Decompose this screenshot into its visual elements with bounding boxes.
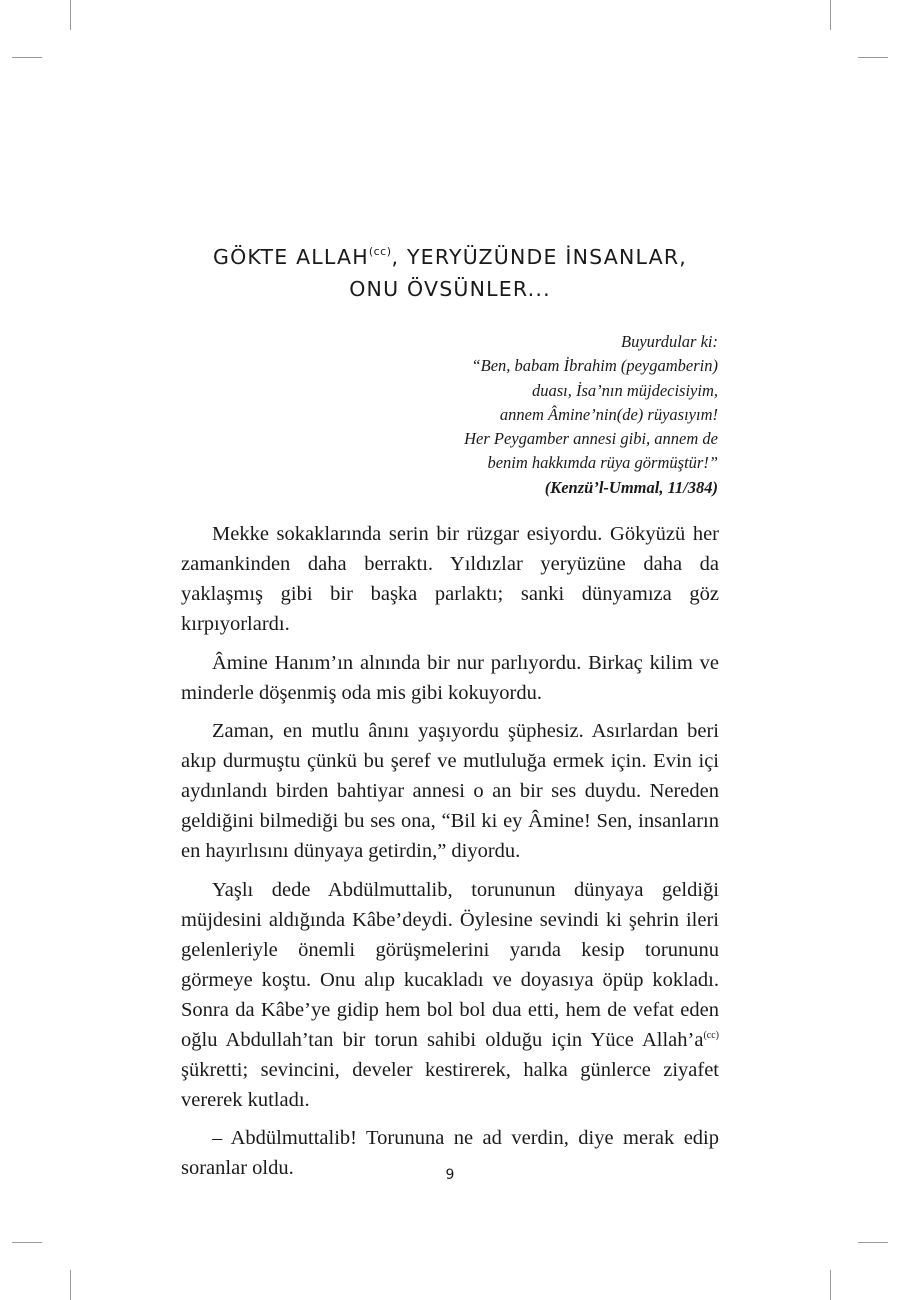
crop-mark-top-left — [70, 0, 71, 30]
chapter-title-line-2: ONU ÖVSÜNLER... — [349, 277, 551, 301]
title-text-a: GÖKTE ALLAH — [213, 245, 369, 269]
paragraph-1: Mekke sokaklarında serin bir rüzgar esiyordu. Gökyüzü her zamankinden daha berraktı. Yıldızlar yeryüzüne daha da yaklaşmış gibi bir başka parlaktı; sanki dünyamıza göz kırpıyorlardı. — [181, 523, 719, 635]
paragraph-4-text-b: şükretti; sevincini, develer kestirerek, halka günlerce ziyafet vererek kutladı. — [181, 1058, 719, 1111]
crop-mark-bottom-left — [70, 1270, 71, 1300]
paragraph-4 — [181, 875, 719, 1115]
epigraph-line: duası, İsa’nın müjdecisiyim, — [531, 380, 718, 400]
title-superscript: (cc) — [368, 245, 392, 258]
crop-mark-right-top — [858, 57, 888, 58]
epigraph-source: (Kenzü’l-Ummal, 11/384) — [544, 477, 718, 497]
epigraph-line: Her Peygamber annesi gibi, annem de — [464, 429, 718, 449]
paragraph-4-text-a: Yaşlı dede Abdülmuttalib, torununun dünyaya geldiği müjdesini aldığında Kâbe’deydi. Öylesine sevindi ki şehrin ileri gelenleriyle önemli görüşmelerini yarıda kesip torununu görmeye koştu. Onu alıp kucakladı ve doyasıya öpüp kokladı. Sonra da Kâbe’ye gidip hem bol bol dua etti, hem de vefat eden oğlu Abdullah’tan bir torun sahibi olduğu için Yüce Allah’a — [181, 878, 719, 1051]
chapter-title-line-1 — [0, 236, 900, 273]
epigraph-line: “Ben, babam İbrahim (peygamberin) — [471, 356, 718, 376]
epigraph-quote — [298, 330, 718, 500]
paragraph-4-superscript: (cc) — [703, 1029, 719, 1041]
paragraph-2: Âmine Hanım’ın alnında bir nur parlıyordu. Birkaç kilim ve minderle döşenmiş oda mis gibi kokuyordu. — [181, 651, 719, 704]
epigraph-line: Buyurdular ki: — [621, 332, 718, 351]
page-number: 9 — [445, 1167, 455, 1183]
crop-mark-right-bottom — [858, 1242, 888, 1243]
chapter-title — [0, 236, 900, 305]
paragraph-3: Zaman, en mutlu ânını yaşıyordu şüphesiz. Asırlardan beri akıp durmuştu çünkü bu şeref ve mutluluğa ermek için. Evin içi aydınlandı birden bahtiyar annesi o an bir ses duydu. Nereden geldiğini bilmediği bu ses ona, “Bil ki ey Âmine! Sen, insanların en hayırlısını dünyaya getirdin,” diyordu. — [181, 720, 719, 862]
epigraph-line: benim hakkımda rüya görmüştür!” — [487, 453, 718, 473]
crop-mark-top-right — [830, 0, 831, 30]
crop-mark-left-top — [12, 57, 42, 58]
paragraph-5: – Abdülmuttalib! Torununa ne ad verdin, diye merak edip soranlar oldu. — [181, 1127, 719, 1179]
title-text-b: , YERYÜZÜNDE İNSANLAR, — [391, 245, 687, 269]
body-text — [181, 519, 719, 1192]
crop-mark-bottom-right — [830, 1270, 831, 1300]
epigraph-line: annem Âmine’nin(de) rüyasıyım! — [499, 404, 718, 424]
crop-mark-left-bottom — [12, 1242, 42, 1243]
